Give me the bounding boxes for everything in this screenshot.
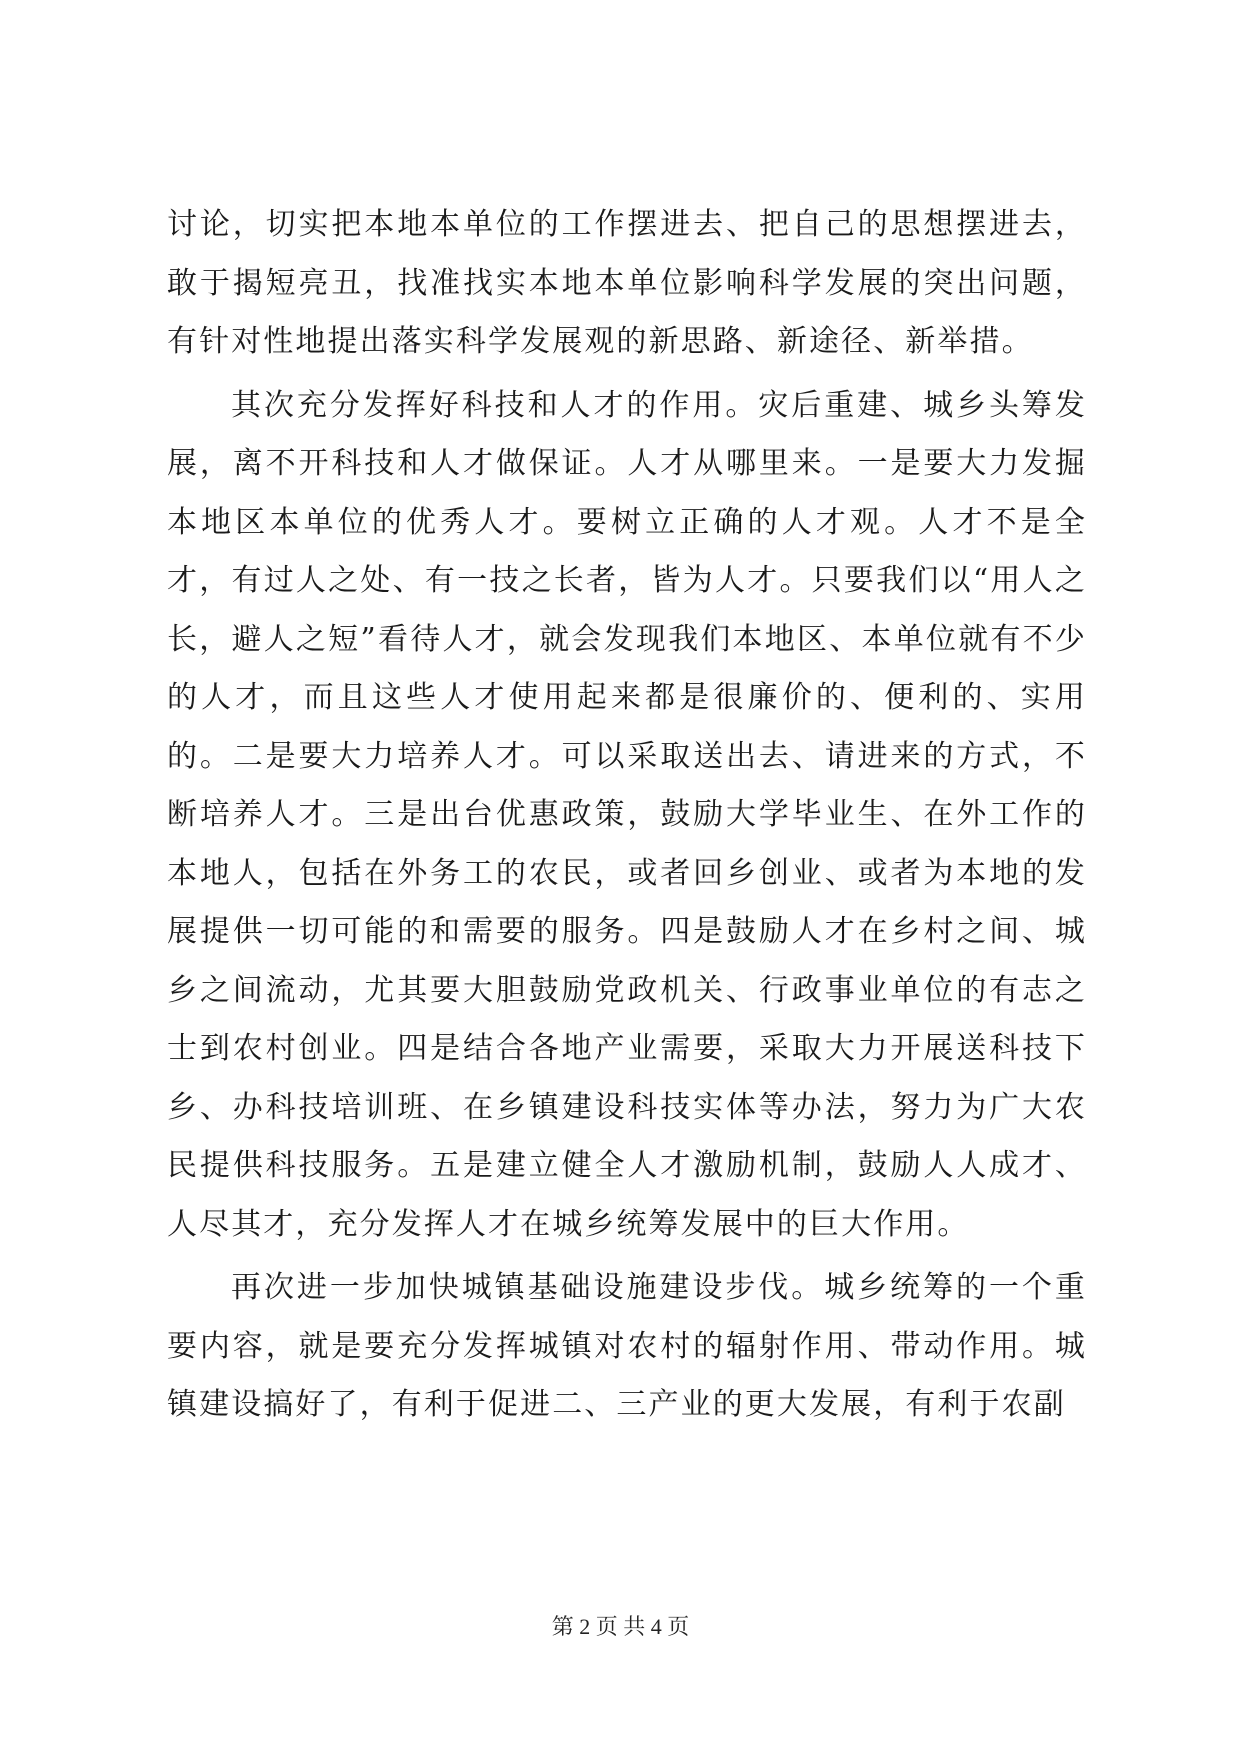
- document-body: [167, 196, 1087, 1435]
- page-number-footer: 第 2 页 共 4 页: [551, 1614, 690, 1639]
- paragraph-infrastructure: 再次进一步加快城镇基础设施建设步伐。城乡统筹的一个重要内容，就是要充分发挥城镇对农村的辐射作用、带动作用。城镇建设搞好了，有利于促进二、三产业的更大发展，有利于农副: [167, 1270, 1087, 1422]
- paragraph-continuation: 讨论，切实把本地本单位的工作摆进去、把自己的思想摆进去，敢于揭短亮丑，找准找实本地本单位影响科学发展的突出问题，有针对性地提出落实科学发展观的新思路、新途径、新举措。: [167, 207, 1087, 359]
- paragraph-talent: 其次充分发挥好科技和人才的作用。灾后重建、城乡头筹发展，离不开科技和人才做保证。人才从哪里来。一是要大力发掘本地区本单位的优秀人才。要树立正确的人才观。人才不是全才，有过人之处、有一技之长者，皆为人才。只要我们以“用人之长，避人之短”看待人才，就会发现我们本地区、本单位就有不少的人才，而且这些人才使用起来都是很廉价的、便利的、实用的。二是要大力培养人才。可以采取送出去、请进来的方式，不断培养人才。三是出台优惠政策，鼓励大学毕业生、在外工作的本地人，包括在外务工的农民，或者回乡创业、或者为本地的发展提供一切可能的和需要的服务。四是鼓励人才在乡村之间、城乡之间流动，尤其要大胆鼓励党政机关、行政事业单位的有志之士到农村创业。四是结合各地产业需要，采取大力开展送科技下乡、办科技培训班、在乡镇建设科技实体等办法，努力为广大农民提供科技服务。五是建立健全人才激励机制，鼓励人人成才、人尽其才，充分发挥人才在城乡统筹发展中的巨大作用。: [167, 387, 1087, 1242]
